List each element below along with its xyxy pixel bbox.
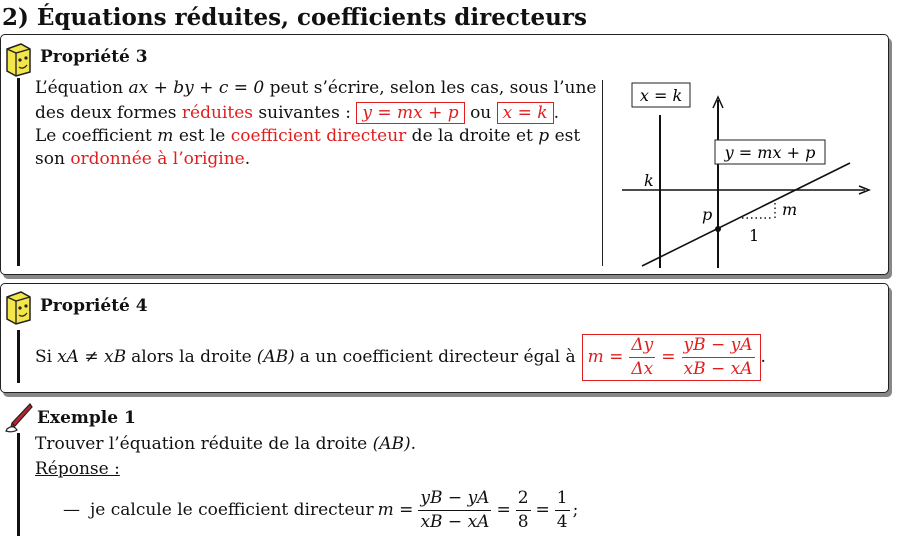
property-3-text (35, 77, 596, 171)
term-ordonnee-origine: ordonnée à l’origine (70, 149, 245, 169)
property-3-title: Propriété 3 (40, 47, 148, 67)
property-3-left-bar (17, 78, 20, 266)
section-heading: Équations réduites, coefficients directeurs (36, 4, 587, 31)
example-1-title: Exemple 1 (37, 408, 136, 428)
label-p: p (702, 205, 713, 224)
section-title (2, 4, 587, 31)
label-m: m (782, 200, 798, 219)
form-y-mx-p: y = mx + p (356, 102, 464, 124)
section-number: 2) (2, 4, 29, 31)
term-reduites: réduites (181, 103, 253, 123)
prop3-line-3: Le coefficient m est le coefficient directeur de la droite et p est (35, 126, 581, 146)
property-4-text: Si xA ≠ xB alors la droite (AB) a un coefficient directeur égal à m = $\frac{\Delta y}{\Delta x}$ = $\frac{yB - yA}{xB - xA}$ . (35, 334, 766, 379)
condition-xa-neq-xb: xA ≠ xB (57, 346, 127, 367)
xb-minus-xa: xB − xA (683, 358, 753, 379)
example-1-line-1: Trouver l’équation réduite de la droite (AB). (35, 434, 417, 454)
slope-formula-box: m = $\frac{\Delta y}{\Delta x}$ = $\frac{yB - yA}{xB - xA}$ (582, 334, 761, 381)
example-1-left-bar (17, 433, 20, 536)
label-vertical-line: x = k (639, 86, 683, 105)
bullet-dash: — (63, 499, 80, 520)
label-one: 1 (749, 226, 760, 245)
intercept-point (715, 226, 721, 232)
lines-figure (610, 80, 880, 272)
prop3-line-4: son ordonnée à l’origine. (35, 149, 251, 169)
figure-separator (602, 80, 603, 266)
delta-y: Δy (629, 337, 655, 358)
delta-x: Δx (631, 358, 654, 379)
example-1-calculation: — je calcule le coefficient directeur m = $\frac{yB - yA}{xB - xA}$ = $\frac{2}{8}$ = $\frac{1}{4}$ ; (63, 487, 579, 532)
example-1-answer-label: Réponse : (35, 459, 120, 479)
label-k: k (644, 171, 654, 190)
book-icon (3, 289, 33, 325)
label-oblique-line: y = mx + p (724, 143, 816, 162)
property-4-title: Propriété 4 (40, 296, 148, 316)
yb-minus-ya: yB − yA (682, 337, 755, 358)
pencil-icon (3, 402, 33, 434)
prop3-line-1: L’équation ax + by + c = 0 peut s’écrire, selon les cas, sous l’une (35, 78, 597, 98)
oblique-line (642, 163, 850, 266)
book-icon (3, 41, 33, 77)
term-coefficient-directeur: coefficient directeur (230, 126, 407, 146)
prop3-line-2: des deux formes réduites suivantes : y = mx + p ou x = k . (35, 103, 560, 123)
property-4-left-bar (17, 330, 20, 383)
form-x-k: x = k (497, 102, 554, 124)
